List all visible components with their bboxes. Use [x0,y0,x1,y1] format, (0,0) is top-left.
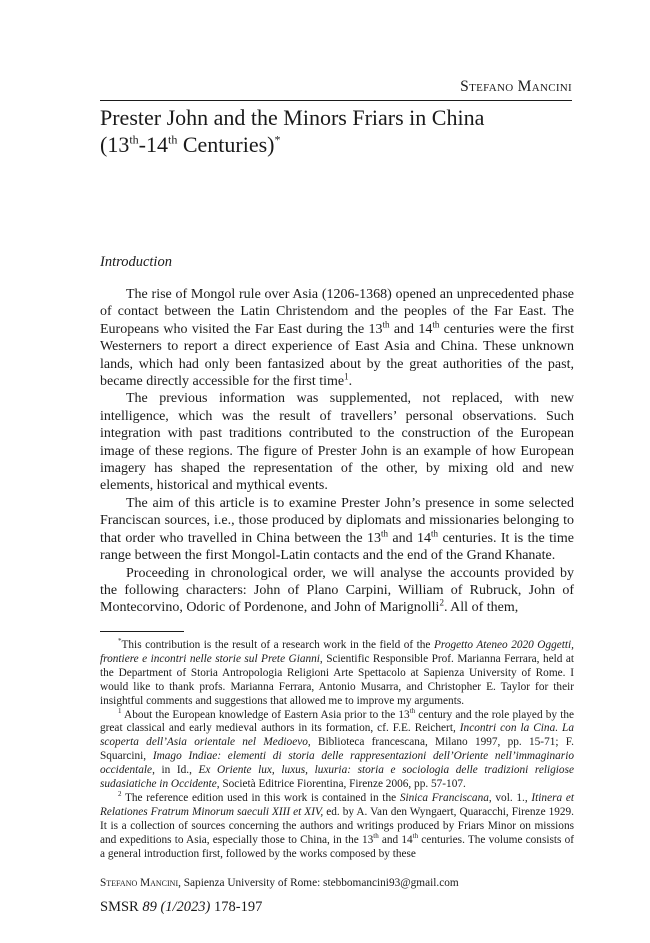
title-line-1: Prester John and the Minors Friars in China [100,105,485,130]
title-footnote-mark: * [274,132,281,147]
footnotes [100,639,574,862]
paragraph-1: The rise of Mongol rule over Asia (1206-1368) opened an unprecedented phase of contact between the Latin Christendom and the peoples of the Far East. The Europeans who visited the Far East during the 13th and 14th centuries were the first Westerners to report a direct experience of East Asia and China. These unknown lands, which had only been fantasized about by the great authorities of the past, became directly accessible for the first time$^1$. [100,287,574,390]
body-text [100,286,574,617]
running-header-author [100,78,572,101]
section-heading: Introduction [100,254,172,270]
footnote-2: $^2$ The reference edition used in this work is contained in the Sinica Franciscana, vol. 1., Itinera et Relationes Fratrum Minorum saeculi XIII et XIV, ed. by A. Van den Wyngaert, Quaracchi, Firenze 1929. It is a collection of sources concerning the authors and writings produced by Friars Minor on missions and expeditions to Asia, especially those to China, in the 13th and 14th centuries. The volume consists of a general introduction first, followed by the works composed by these [100,790,574,860]
author-email: , Sapienza University of Rome: stebbomancini93@gmail.com [178,877,459,889]
footnote-divider [100,631,184,632]
article-title: Prester John and the Minors Friars in China (13th-14th Centuries)* [100,105,485,157]
footnote-ref-2: 2 [439,597,444,608]
footnote-ref-1: 1 [344,371,349,382]
journal-citation: SMSR 89 (1/2023) 178-197 [100,899,263,915]
paragraph-2: The previous information was supplemented, not replaced, with new intelligence, which was the result of travellers’ personal observations. Such integration with past traditions contributed to the construction of the European image of these regions. The figure of Prester John is an example of how European imagery has shaped the representation of the other, by mixing old and new elements, historical and mythical events. [100,391,574,494]
header-author-name: Stefano Mancini [460,78,572,95]
paragraph-4: Proceeding in chronological order, we will analyse the accounts provided by the following characters: John of Plano Carpini, William of Rubruck, John of Montecorvino, Odoric of Pordenone, and John of Marignolli$^2$. All of them, [100,565,574,616]
footnote-1: $^1$ About the European knowledge of Eastern Asia prior to the 13th century and the role played by the great classical and early medieval authors in its formation, cf. F.E. Reichert, Incontri con la Cina. La scoperta dell’Asia orientale nel Medioevo, Biblioteca francescana, Milano 1997, pp. 15-71; F. Squarcini, Imago Indiae: elementi di storia delle rappresentazioni dell’Oriente nell’immaginario occidentale, in Id., Ex Oriente lux, luxus, luxuria: storia e sociologia delle tradizioni religiose sudasiatiche in Occidente, Società Editrice Fiorentina, Firenze 2006, pp. 57-107. [100,706,575,791]
author-affiliation: Stefano Mancini, Sapienza University of Rome: stebbomancini93@gmail.com [100,877,459,889]
paragraph-3: The aim of this article is to examine Prester John’s presence in some selected Franciscan sources, i.e., those produced by diplomats and missionaries belonging to that order who travelled in China between the 13th and 14th centuries. It is the time range between the first Mongol-Latin contacts and the end of the Grand Khanate. [100,495,574,564]
footnote-star: *This contribution is the result of a research work in the field of the Progetto Ateneo 2020 Oggetti, frontiere e incontri nelle storie sul Prete Gianni, Scientific Responsible Prof. Marianna Ferrara, held at the Department of Storia Antropologia Religioni Arte Spettacolo at Sapienza University of Rome. I would like to thank profs. Marianna Ferrara, Antonio Musarra, and Christopher E. Taylor for their insightful comments and suggestions that allowed me to improve my arguments. [100,637,575,707]
